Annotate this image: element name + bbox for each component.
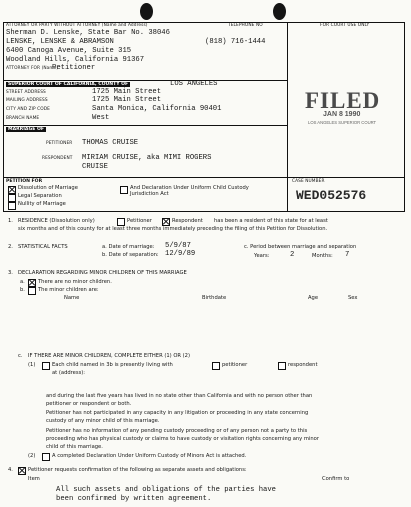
s4-col-confirm: Confirm to bbox=[322, 476, 350, 482]
dissolution-checkbox[interactable] bbox=[8, 186, 16, 194]
court-street-label: STREET ADDRESS bbox=[6, 90, 46, 95]
nullity-label: Nullity of Marriage bbox=[18, 201, 66, 207]
header-bottom-rule bbox=[3, 211, 405, 212]
phone-number: (818) 716-1444 bbox=[205, 38, 266, 46]
s1-respondent-label: Respondent bbox=[172, 218, 203, 224]
firm-name: LENSKE, LENSKE & ABRAMSON bbox=[6, 38, 114, 46]
s1-number: 1. bbox=[8, 218, 13, 224]
filed-stamp-date: JAN 8 1990 bbox=[323, 111, 361, 118]
petition-document: ATTORNEY OR PARTY WITHOUT ATTORNEY (Name and Address) TELEPHONE NO FOR COURT USE ONLY Sherman D. Lenske, State Bar No. 38046 LENSKE, LENSKE & ABRAMSON (818) 716-1444 6400 Canoga Avenue, Suite 315 Woodland Hills, California 91367 ATTORNEY FOR (Name) Petitioner SUPERIOR COURT OF CALIFORNIA, COUNTY OF LOS ANGELES STREET ADDRESS 1725 Main Street MAILING ADDRESS 1725 Main Street CITY AND ZIP CODE Santa Monica, California 90401 BRANCH NAME West MARRIAGE OF PETITIONER THOMAS CRUISE RESPONDENT MIRIAM CRUISE, aka MIMI ROGERS CRUISE FILED JAN 8 1990 LOS ANGELES SUPERIOR COURT PETITION FOR Dissolution of Marriage Legal Separation Nullity of Marriage And Declaration Under Uniform Child Custody Jurisdiction Act CASE NUMBER WED052576 1. RESIDENCE (Dissolution only) Petitioner Respondent has been a resident of this state for at least six months and of this county for at least three months immediately preceding the filing of this Petition for Dissolution. 2. STATISTICAL FACTS a. Date of marriage: 5/9/87 b. Date of separation: 12/9/89 c. Period between marriage and separation Years: 2 Months: 7 3. DECLARATION REGARDING MINOR CHILDREN OF THIS MARRIAGE a. There are no minor children. b. The minor children are: Name Birthdate Age Sex c. IF THERE ARE MINOR CHILDREN, COMPLETE EITHER (1) OR (2) (1) Each child named in 3b is presently living with petitioner respondent at (address): and during the last five years has lived in no state other than California and with no person other than petitioner or respondent or both. Petitioner has not participated in any capacity in any litigation or proceeding in any state concerning custody of any minor child of this marriage. Petitioner has no information of any pending custody proceeding or of any person not a party to this proceeding who has physical custody or claims to have custody or visitation rights concerning any minor child of this marriage. (2) A completed Declaration Under Uniform Custody of Minors Act is attached. 4. Petitioner requests confirmation of the following as separate assets and obligations: Item Confirm to All such assets and obligations of the parties have been confirmed by written agreement. bbox=[0, 0, 411, 507]
s1-residence-text: RESIDENCE (Dissolution only) bbox=[18, 218, 95, 224]
s3c-p1-respondent-label: respondent bbox=[288, 362, 318, 368]
petitioner-name: THOMAS CRUISE bbox=[82, 139, 139, 147]
s3c-p1-cont-6: proceeding who has physical custody or claims to have custody or visitation rights concerning any minor bbox=[46, 436, 319, 442]
s3-no-children-checkbox[interactable] bbox=[28, 279, 36, 287]
s3c-p1-address-label: at (address): bbox=[52, 370, 86, 376]
court-use-caption: FOR COURT USE ONLY bbox=[320, 23, 370, 28]
telephone-caption: TELEPHONE NO bbox=[228, 23, 263, 28]
binder-hole-left bbox=[140, 3, 153, 20]
s1-respondent-checkbox[interactable] bbox=[162, 218, 170, 226]
marriage-section-rule bbox=[3, 125, 287, 126]
uccja-label: And Declaration Under Uniform Child Custody Jurisdiction Act bbox=[130, 185, 249, 197]
s2-marriage-date: 5/9/87 bbox=[165, 242, 191, 250]
court-section-rule bbox=[3, 80, 287, 81]
respondent-name-line2: CRUISE bbox=[82, 163, 108, 171]
s3c-p2-checkbox[interactable] bbox=[42, 453, 50, 461]
s1-petitioner-checkbox[interactable] bbox=[117, 218, 125, 226]
attorney-for-value: Petitioner bbox=[52, 64, 96, 72]
s2-separation-label: b. Date of separation: bbox=[102, 252, 159, 258]
s3c-p1-number: (1) bbox=[28, 362, 36, 368]
s2-years-value: 2 bbox=[290, 251, 295, 259]
court-county: LOS ANGELES bbox=[170, 80, 218, 88]
s3c-p1-respondent-checkbox[interactable] bbox=[278, 362, 286, 370]
attorney-caption: ATTORNEY OR PARTY WITHOUT ATTORNEY (Name and Address) bbox=[6, 23, 148, 28]
s3-children-checkbox[interactable] bbox=[28, 287, 36, 295]
dissolution-label: Dissolution of Marriage bbox=[18, 185, 78, 191]
s2-months-label: Months: bbox=[312, 253, 333, 259]
s4-typed-line-2: been confirmed by written agreement. bbox=[56, 495, 212, 503]
s3c-p1-petitioner-label: petitioner bbox=[222, 362, 248, 368]
legal-separation-label: Legal Separation bbox=[18, 193, 62, 199]
s2-marriage-label: a. Date of marriage: bbox=[102, 244, 155, 250]
court-street-1: 1725 Main Street bbox=[92, 88, 162, 96]
s1-text-b: has been a resident of this state for at least bbox=[214, 218, 328, 224]
s3c-p1-cont-2: petitioner or respondent or both. bbox=[46, 401, 132, 407]
s3-no-children-label: There are no minor children. bbox=[38, 279, 112, 285]
court-street-2: 1725 Main Street bbox=[92, 96, 162, 104]
respondent-name-line1: MIRIAM CRUISE, aka MIMI ROGERS bbox=[82, 154, 212, 162]
s3-number: 3. bbox=[8, 270, 13, 276]
s3c-p1-cont-7: child of this marriage. bbox=[46, 444, 103, 450]
filed-stamp-court: LOS ANGELES SUPERIOR COURT bbox=[308, 120, 377, 125]
nullity-checkbox[interactable] bbox=[8, 202, 16, 210]
s3c-p1-cont-1: and during the last five years has lived in no state other than California and with no person other than bbox=[46, 393, 313, 399]
petition-title: PETITION FOR bbox=[6, 179, 43, 184]
s3-title: DECLARATION REGARDING MINOR CHILDREN OF THIS MARRIAGE bbox=[18, 270, 187, 276]
court-city: Santa Monica, California 90401 bbox=[92, 105, 222, 113]
s3-col-name: Name bbox=[64, 295, 80, 301]
attorney-name: Sherman D. Lenske, State Bar No. 38046 bbox=[6, 29, 170, 37]
s3c-p1-checkbox[interactable] bbox=[42, 362, 50, 370]
s4-number: 4. bbox=[8, 467, 13, 473]
court-branch: West bbox=[92, 114, 110, 122]
s2-period-label: c. Period between marriage and separation bbox=[244, 244, 357, 250]
court-mailing-label: MAILING ADDRESS bbox=[6, 98, 48, 103]
s1-petitioner-label: Petitioner bbox=[127, 218, 152, 224]
s3c-heading: IF THERE ARE MINOR CHILDREN, COMPLETE EITHER (1) OR (2) bbox=[28, 353, 191, 359]
case-number-label: CASE NUMBER bbox=[292, 179, 325, 184]
street-address: 6400 Canoga Avenue, Suite 315 bbox=[6, 47, 132, 55]
s4-text: Petitioner requests confirmation of the following as separate assets and obligations: bbox=[28, 467, 247, 473]
s2-separation-date: 12/9/89 bbox=[165, 250, 196, 258]
s4-typed-line-1: All such assets and obligations of the parties have bbox=[56, 486, 276, 494]
s3c-p2-text: A completed Declaration Under Uniform Custody of Minors Act is attached. bbox=[52, 453, 247, 459]
s1-text-c: six months and of this county for at least three months immediately preceding the filing of this Petition for Dissolution. bbox=[18, 226, 328, 232]
s2-number: 2. bbox=[8, 244, 13, 250]
s3c-p1-petitioner-checkbox[interactable] bbox=[212, 362, 220, 370]
court-city-label: CITY AND ZIP CODE bbox=[6, 107, 50, 112]
right-border bbox=[404, 22, 405, 211]
s4-checkbox[interactable] bbox=[18, 467, 26, 475]
petition-section-rule bbox=[3, 177, 405, 178]
attorney-for-label: ATTORNEY FOR (Name) bbox=[6, 66, 59, 71]
s3-col-age: Age bbox=[308, 295, 319, 301]
respondent-label: RESPONDENT bbox=[42, 156, 73, 161]
filed-stamp: FILED bbox=[305, 88, 381, 113]
marriage-caption: MARRIAGE OF bbox=[8, 127, 45, 132]
s4-col-item: Item bbox=[28, 476, 40, 482]
court-caption: SUPERIOR COURT OF CALIFORNIA, COUNTY OF bbox=[8, 82, 129, 87]
s3c-p1-cont-4: custody of any minor child of this marriage. bbox=[46, 418, 160, 424]
uccja-checkbox[interactable] bbox=[120, 186, 128, 194]
city-address: Woodland Hills, California 91367 bbox=[6, 56, 145, 64]
s3-col-birthdate: Birthdate bbox=[202, 295, 227, 301]
binder-hole-right bbox=[273, 3, 286, 20]
legal-separation-checkbox[interactable] bbox=[8, 194, 16, 202]
case-number: WED052576 bbox=[296, 188, 367, 203]
court-branch-label: BRANCH NAME bbox=[6, 116, 40, 121]
s3c-p1-cont-5: Petitioner has no information of any pending custody proceeding or of any person not a party to this bbox=[46, 428, 308, 434]
left-border bbox=[3, 22, 4, 211]
s2-years-label: Years: bbox=[254, 253, 270, 259]
s3c-p1-text: Each child named in 3b is presently living with bbox=[52, 362, 173, 368]
s2-title: STATISTICAL FACTS bbox=[18, 244, 68, 250]
s3c-p1-cont-3: Petitioner has not participated in any capacity in any litigation or proceeding in any state concerning bbox=[46, 410, 309, 416]
s2-months-value: 7 bbox=[345, 251, 350, 259]
s3-children-label: The minor children are: bbox=[38, 287, 99, 293]
petitioner-label: PETITIONER bbox=[46, 141, 73, 146]
s3c-p2-number: (2) bbox=[28, 453, 36, 459]
s3-col-sex: Sex bbox=[348, 295, 358, 301]
court-use-divider bbox=[287, 22, 288, 211]
